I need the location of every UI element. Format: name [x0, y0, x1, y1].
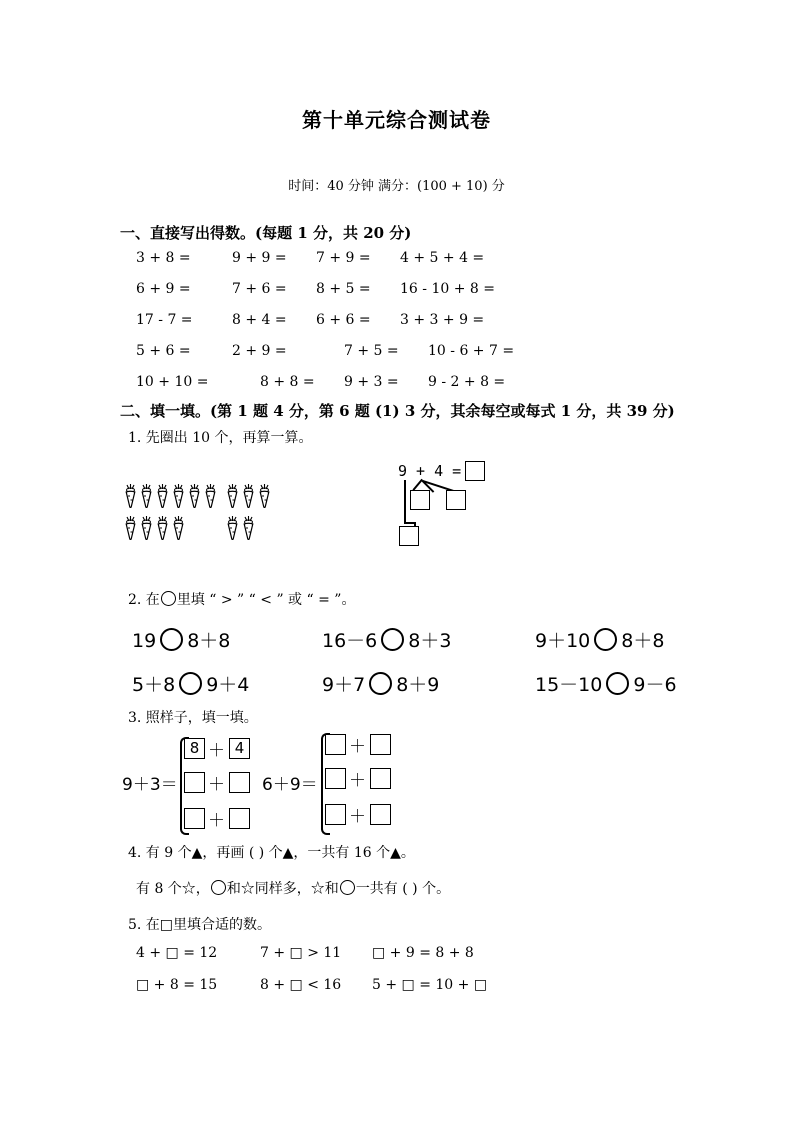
compare-left: 9＋10: [535, 630, 591, 652]
q3-left-box-a-2[interactable]: [184, 808, 205, 829]
fill-in-expression[interactable]: 7 + □ > 11: [260, 945, 342, 961]
q3-left-box-b-2[interactable]: [229, 808, 250, 829]
arithmetic-item: 3 + 8 =: [136, 250, 191, 266]
compare-item: [132, 670, 249, 697]
q2-prefix: 2. 在: [128, 592, 160, 608]
arithmetic-item: 9 + 9 =: [232, 250, 287, 266]
carrot-icon: [156, 516, 169, 540]
q1-split-box-right[interactable]: [446, 490, 466, 510]
q3-right-box-b-1[interactable]: [370, 768, 391, 789]
compare-answer-circle[interactable]: [179, 672, 202, 695]
compare-item: [535, 670, 677, 697]
q4-part-b: 和☆同样多，☆和: [226, 881, 339, 897]
q3-right-box-a-0[interactable]: [325, 734, 346, 755]
compare-right: 8＋8: [621, 630, 665, 652]
compare-answer-circle[interactable]: [369, 672, 392, 695]
compare-item: [322, 626, 451, 653]
arithmetic-item: 3 + 3 + 9 =: [400, 312, 485, 328]
q4-part-c: 一共有 ( ) 个。: [355, 881, 451, 897]
arithmetic-item: 5 + 6 =: [136, 343, 191, 359]
compare-left: 16－6: [322, 630, 378, 652]
compare-left: 19: [132, 630, 157, 652]
compare-answer-circle[interactable]: [594, 628, 617, 651]
circle-icon: [161, 591, 176, 606]
arithmetic-item: 16 - 10 + 8 =: [400, 281, 495, 297]
q3-left-expression: 9＋3＝: [122, 775, 178, 795]
q3-left-box-a-1[interactable]: [184, 772, 205, 793]
fill-in-expression[interactable]: 8 + □ < 16: [260, 977, 342, 993]
arithmetic-item: 6 + 6 =: [316, 312, 371, 328]
q3-left-box-a-0: [184, 738, 205, 759]
arithmetic-item: 9 - 2 + 8 =: [428, 374, 506, 390]
section-2-heading: 二、填一填。(第 1 题 4 分，第 6 题 (1) 3 分，其余每空或每式 1 分，共 39 分): [120, 402, 675, 420]
arithmetic-item: 10 + 10 =: [136, 374, 209, 390]
compare-answer-circle[interactable]: [160, 628, 183, 651]
q3-left-box-b-1[interactable]: [229, 772, 250, 793]
compare-left: 15－10: [535, 674, 603, 696]
q1-answer-box[interactable]: [465, 461, 485, 481]
compare-left: 5＋8: [132, 674, 176, 696]
arithmetic-item: 9 + 3 =: [344, 374, 399, 390]
carrot-icon: [242, 484, 255, 508]
q3-right-box-b-0[interactable]: [370, 734, 391, 755]
fill-in-expression[interactable]: 5 + □ = 10 + □: [372, 977, 488, 993]
page-title: 第十单元综合测试卷: [302, 108, 491, 132]
carrot-icon: [172, 516, 185, 540]
arithmetic-item: 2 + 9 =: [232, 343, 287, 359]
fill-in-expression[interactable]: □ + 8 = 15: [136, 977, 218, 993]
example-value: 8: [189, 739, 200, 757]
arithmetic-item: 17 - 7 =: [136, 312, 193, 328]
q1-split-box-left[interactable]: [410, 490, 430, 510]
arithmetic-item: 8 + 4 =: [232, 312, 287, 328]
carrot-icon: [124, 516, 137, 540]
compare-right: 9＋4: [206, 674, 250, 696]
carrot-icon: [226, 516, 239, 540]
arithmetic-item: 8 + 8 =: [260, 374, 315, 390]
fill-in-expression[interactable]: 4 + □ = 12: [136, 945, 218, 961]
arithmetic-item: 10 - 6 + 7 =: [428, 343, 515, 359]
q1-result-box[interactable]: [399, 526, 419, 546]
q2-suffix: 里填 “ > ” “ < ” 或 “ = ”。: [176, 592, 356, 608]
arithmetic-item: 7 + 6 =: [232, 281, 287, 297]
compare-right: 8＋8: [187, 630, 231, 652]
plus-sign: ＋: [349, 807, 366, 827]
compare-item: [535, 626, 664, 653]
circle-icon: [211, 880, 226, 895]
arithmetic-item: 6 + 9 =: [136, 281, 191, 297]
carrot-icon: [172, 484, 185, 508]
compare-right: 8＋9: [396, 674, 440, 696]
q3-right-box-a-2[interactable]: [325, 804, 346, 825]
exam-info: 时间：40 分钟 满分：(100 + 10) 分: [288, 179, 505, 194]
carrot-icon: [226, 484, 239, 508]
carrot-icon: [124, 484, 137, 508]
carrot-icon: [140, 516, 153, 540]
q1-equation: 9 + 4 =: [398, 462, 462, 480]
carrot-icon: [156, 484, 169, 508]
compare-answer-circle[interactable]: [606, 672, 629, 695]
plus-sign: ＋: [349, 737, 366, 757]
arithmetic-item: 7 + 9 =: [316, 250, 371, 266]
plus-sign: ＋: [208, 811, 225, 831]
carrot-icon: [140, 484, 153, 508]
carrot-icon: [258, 484, 271, 508]
question-3-text: 3. 照样子，填一填。: [128, 710, 258, 726]
compare-answer-circle[interactable]: [381, 628, 404, 651]
fill-in-expression[interactable]: □ + 9 = 8 + 8: [372, 945, 474, 961]
q4-part-a: 有 8 个☆，: [136, 881, 210, 897]
arithmetic-item: 7 + 5 =: [344, 343, 399, 359]
q3-right-expression: 6＋9＝: [262, 775, 318, 795]
question-1-text: 1. 先圈出 10 个，再算一算。: [128, 430, 313, 446]
q3-right-box-a-1[interactable]: [325, 768, 346, 789]
question-5-text: 5. 在□里填合适的数。: [128, 917, 272, 933]
compare-left: 9＋7: [322, 674, 366, 696]
carrot-icon: [188, 484, 201, 508]
plus-sign: ＋: [208, 741, 225, 761]
example-value: 4: [234, 739, 245, 757]
question-4-line-1: 4. 有 9 个▲，再画 ( ) 个▲，一共有 16 个▲。: [128, 845, 415, 861]
question-2-text: [128, 589, 355, 609]
arithmetic-item: 4 + 5 + 4 =: [400, 250, 485, 266]
compare-right: 9－6: [633, 674, 677, 696]
compare-item: [322, 670, 439, 697]
compare-item: [132, 626, 230, 653]
plus-sign: ＋: [208, 775, 225, 795]
compare-right: 8＋3: [408, 630, 452, 652]
plus-sign: ＋: [349, 771, 366, 791]
question-4-line-2: [136, 878, 450, 898]
carrot-icon: [204, 484, 217, 508]
section-1-heading: 一、直接写出得数。(每题 1 分，共 20 分): [120, 224, 412, 242]
carrot-icon: [242, 516, 255, 540]
diagram-line: [404, 480, 406, 524]
q3-left-box-b-0: [229, 738, 250, 759]
q3-right-box-b-2[interactable]: [370, 804, 391, 825]
circle-icon: [340, 880, 355, 895]
arithmetic-item: 8 + 5 =: [316, 281, 371, 297]
